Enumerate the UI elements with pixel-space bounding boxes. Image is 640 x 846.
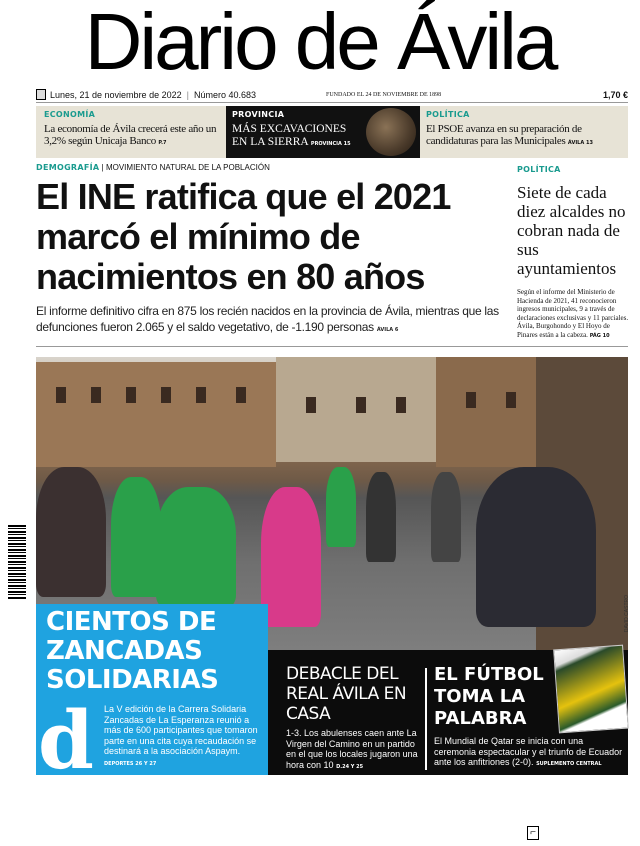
main-kicker: DEMOGRAFÍA xyxy=(36,163,100,172)
futbol-ref: SUPLEMENTO CENTRAL xyxy=(536,761,602,767)
race-body: La V edición de la Carrera Solidaria Zancadas de La Esperanza reunió a más de 600 participantes que tomaron parte en una cita cuya recaudación se destinará a la asociación Aspaym. xyxy=(104,704,258,756)
photo-credit: DAVID CASTRO xyxy=(624,595,630,633)
divider xyxy=(425,668,427,770)
teaser-text: La economía de Ávila crecerá este año un 3,2% según Unicaja Banco xyxy=(44,123,217,147)
teaser-text: El PSOE avanza en su preparación de candidaturas para las Municipales xyxy=(426,123,582,147)
teaser-politica[interactable] xyxy=(426,110,624,149)
teaser-ref: PROVINCIA 15 xyxy=(310,141,351,147)
issue-number: Número 40.683 xyxy=(193,89,256,100)
masthead-logo: Diario de Ávila xyxy=(84,0,556,86)
side-body: Según el informe del Ministerio de Hacienda de 2021, 41 reconocieron ingresos municipales, 9 a través de declaraciones exclusivas y 11 parciales. Ávila, Burgohondo y El Hoyo de Pinares están a la cabeza. xyxy=(517,288,629,339)
teaser-ref: ÁVILA 13 xyxy=(567,140,593,146)
teaser-ref: P.7 xyxy=(158,140,167,146)
race-story[interactable] xyxy=(36,604,268,775)
barcode xyxy=(8,525,26,600)
separator: | xyxy=(186,89,189,100)
teaser-text: MÁS EXCAVACIONES EN LA SIERRA xyxy=(232,123,347,148)
teaser-kicker: ECONOMÍA xyxy=(44,110,96,119)
teaser-kicker: PROVINCIA xyxy=(232,110,285,119)
excavation-photo xyxy=(366,108,416,156)
main-subkicker: MOVIMIENTO NATURAL DE LA POBLACIÓN xyxy=(105,163,270,172)
deck-ref: ÁVILA 6 xyxy=(376,327,399,333)
debacle-ref: D.24 Y 25 xyxy=(336,763,364,770)
teaser-kicker: POLÍTICA xyxy=(426,110,470,119)
race-headline: CIENTOS DE ZANCADAS SOLIDARIAS xyxy=(46,607,219,695)
side-kicker: POLÍTICA xyxy=(517,165,561,174)
main-headline[interactable]: El INE ratifica que el 2021 marcó el mínimo de nacimientos en 80 años xyxy=(36,176,451,297)
teaser-economia[interactable] xyxy=(44,110,224,149)
teaser-bar xyxy=(36,106,628,158)
date: Lunes, 21 de noviembre de 2022 xyxy=(50,89,182,100)
section-label: DEMOGRAFÍA | MOVIMIENTO NATURAL DE LA POBLACIÓN xyxy=(36,163,270,172)
futbol-body: El Mundial de Qatar se inicia con una ceremonia espectacular y el triunfo de Ecuador ante los anfitriones (2-0). xyxy=(434,736,623,767)
side-ref: PÁG 10 xyxy=(589,332,610,339)
sidebar-story[interactable] xyxy=(517,165,629,340)
main-story xyxy=(36,163,514,338)
futbol-headline: EL FÚTBOL TOMA LA PALABRA xyxy=(434,664,544,729)
founded: FUNDADO EL 24 DE NOVIEMBRE DE 1898 xyxy=(326,91,442,98)
page-corner-icon: ⌐ xyxy=(527,826,539,840)
deck-text: El informe definitivo cifra en 875 los recién nacidos en la provincia de Ávila, mientras que las defunciones fueron 2.065 y el saldo vegetativo, de -1.190 personas xyxy=(36,304,499,334)
price: 1,70 € xyxy=(602,89,628,100)
deportes-logo: d xyxy=(38,700,94,775)
supplement-cover-image xyxy=(553,645,629,734)
debacle-body: 1-3. Los abulenses caen ante La Virgen del Camino en un partido en el que los locales jugaron una hora con 10 xyxy=(286,728,418,770)
divider xyxy=(36,346,628,347)
debacle-headline: DEBACLE DEL REAL ÁVILA EN CASA xyxy=(286,664,407,724)
city-seal-icon xyxy=(36,89,46,100)
info-line xyxy=(36,87,628,103)
teaser-provincia[interactable] xyxy=(226,106,420,158)
sports-box xyxy=(268,650,628,775)
side-headline: Siete de cada diez alcaldes no cobran nada de sus ayuntamientos xyxy=(517,183,626,278)
main-deck xyxy=(36,303,514,338)
race-ref: DEPORTES 26 Y 27 xyxy=(104,760,157,767)
